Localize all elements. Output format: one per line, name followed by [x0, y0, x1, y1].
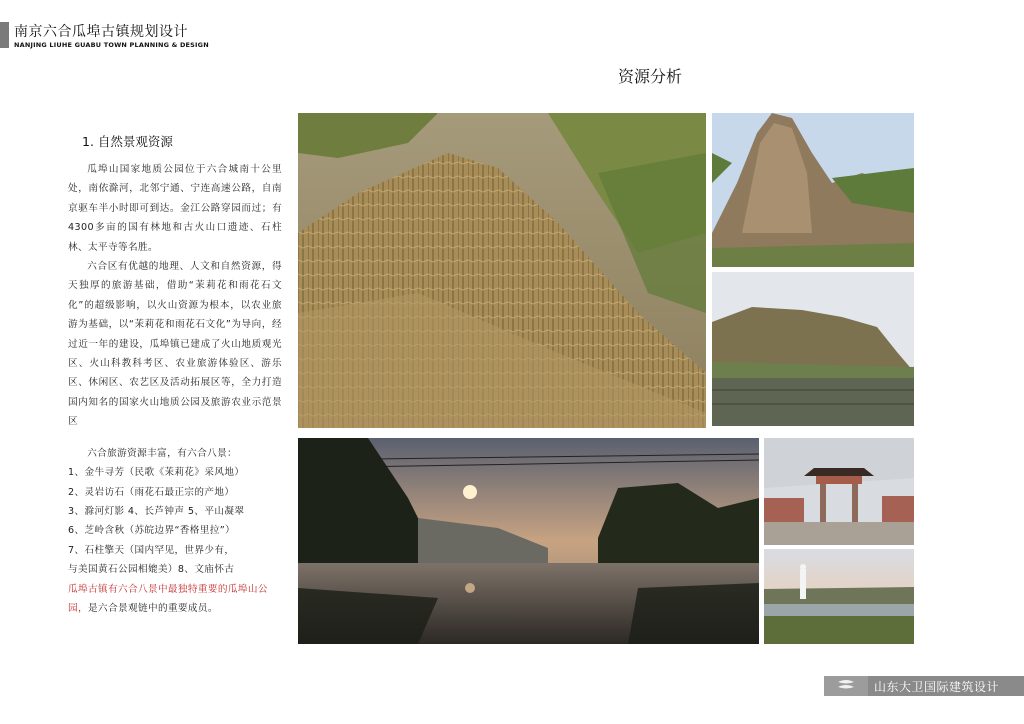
company-name: 山东大卫国际建筑设计 — [874, 680, 1000, 694]
eight-sights-list — [68, 444, 282, 619]
closing-text: 是六合景观链中的重要成员。 — [88, 602, 218, 614]
statue-park-photo — [764, 549, 914, 644]
highlight-text: 瓜埠古镇有六合八景中最独特重要的瓜埠山公园， — [68, 583, 268, 614]
list-item: 1、金牛寻芳（民歌《茉莉花》采风地） — [68, 467, 245, 479]
list-item: 与美国黄石公园相媲美）8、文庙怀古 — [68, 564, 235, 576]
memorial-gate-photo — [764, 438, 914, 545]
quarry-hill-photo — [712, 272, 914, 426]
mountain-cliff-photo — [712, 113, 914, 267]
project-subtitle: NANJING LIUHE GUABU TOWN PLANNING & DESIGN — [14, 41, 209, 49]
list-item: 6、芝岭含秋（苏皖边界“香格里拉”） — [68, 525, 236, 537]
section-title: 资源分析 — [618, 67, 683, 86]
sights-intro: 六合旅游资源丰富，有六合八景： — [87, 447, 238, 459]
company-logo-icon — [824, 676, 868, 696]
paragraph-liuhe: 六合区有优越的地理、人文和自然资源，得天独厚的旅游基础，借助“茉莉花和雨花石文化”的超级影响，以火山资源为根本，以农业旅游为基础，以“茉莉花和雨花石文化”为导向，经过近一年的建设，瓜埠镇已建成了火山地质观光区、火山科教科考区、农业旅游体验区、游乐区、休闲区、农艺区及活动拓展区等，全力打造国内知名的国家火山地质公园及旅游农业示范景区 — [68, 261, 282, 428]
header-accent-bar — [0, 22, 9, 48]
river-sunset-photo — [298, 438, 759, 644]
text-column — [68, 132, 282, 618]
paragraph-geopark: 瓜埠山国家地质公园位于六合城南十公里处，南依滁河，北邻宁通、宁连高速公路，自南京驱车半小时即可到达。金江公路穿园而过；有4300多亩的国有林地和古火山口遗迹、石柱林、太平寺等名胜。 — [68, 164, 282, 253]
content-heading: 1. 自然景观资源 — [82, 134, 173, 149]
list-item: 2、灵岩访石（雨花石最正宗的产地） — [68, 486, 235, 498]
project-title: 南京六合瓜埠古镇规划设计 — [14, 24, 188, 40]
list-item: 7、石柱擎天（国内罕见，世界少有， — [68, 544, 235, 556]
list-item: 3、滁河灯影 4、长芦钟声 5、平山凝翠 — [68, 505, 245, 517]
basalt-columns-photo — [298, 113, 706, 428]
company-footer — [824, 676, 1024, 696]
